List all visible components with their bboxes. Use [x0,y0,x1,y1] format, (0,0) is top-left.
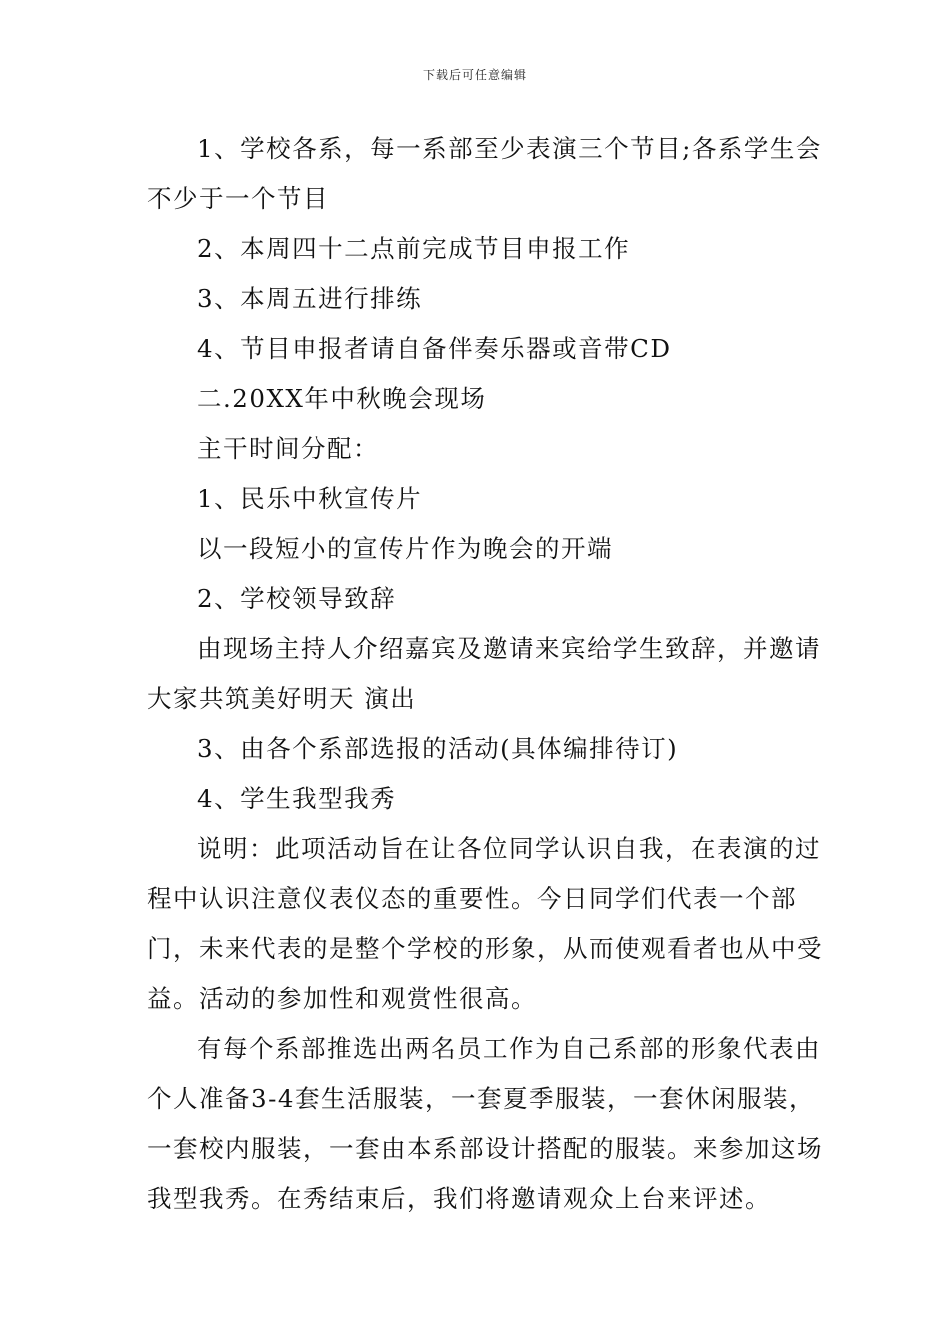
paragraph-rehearsal: 3、本周五进行排练 [197,284,423,313]
paragraph-costume-details: 有每个系部推选出两名员工作为自己系部的形象代表由个人准备3-4套生活服装，一套夏季服装，一套休闲服装，一套校内服装，一套由本系部设计搭配的服装。来参加这场我型我秀。在秀结束后，我们将邀请观众上台来评述。 [147,1034,823,1213]
paragraph-deadline: 2、本周四十二点前完成节目申报工作 [197,234,631,263]
paragraph-explanation: 说明：此项活动旨在让各位同学认识自我，在表演的过程中认识注意仪表仪态的重要性。今日同学们代表一个部门，未来代表的是整个学校的形象，从而使观看者也从中受益。活动的参加性和观赏性很高。 [147,834,823,1013]
paragraph-host-intro: 由现场主持人介绍嘉宾及邀请来宾给学生致辞，并邀请大家共筑美好明天 演出 [147,634,821,713]
paragraph-leader-speech: 2、学校领导致辞 [197,584,397,613]
document-body [147,124,831,1224]
paragraph-instruments: 4、节目申报者请自备伴奏乐器或音带CD [197,334,672,363]
paragraph-promo-film: 1、民乐中秋宣传片 [197,484,423,513]
paragraph-student-show: 4、学生我型我秀 [197,784,397,813]
page-header: 下载后可任意编辑 [422,68,527,82]
paragraph-schedule-label: 主干时间分配： [197,434,379,463]
section-heading-gala: 二.20XX年中秋晚会现场 [197,384,487,413]
paragraph-promo-desc: 以一段短小的宣传片作为晚会的开端 [197,534,613,563]
paragraph-dept-activities: 3、由各个系部选报的活动(具体编排待订) [197,734,679,763]
paragraph-program-requirement: 1、学校各系，每一系部至少表演三个节目;各系学生会不少于一个节目 [147,134,822,213]
